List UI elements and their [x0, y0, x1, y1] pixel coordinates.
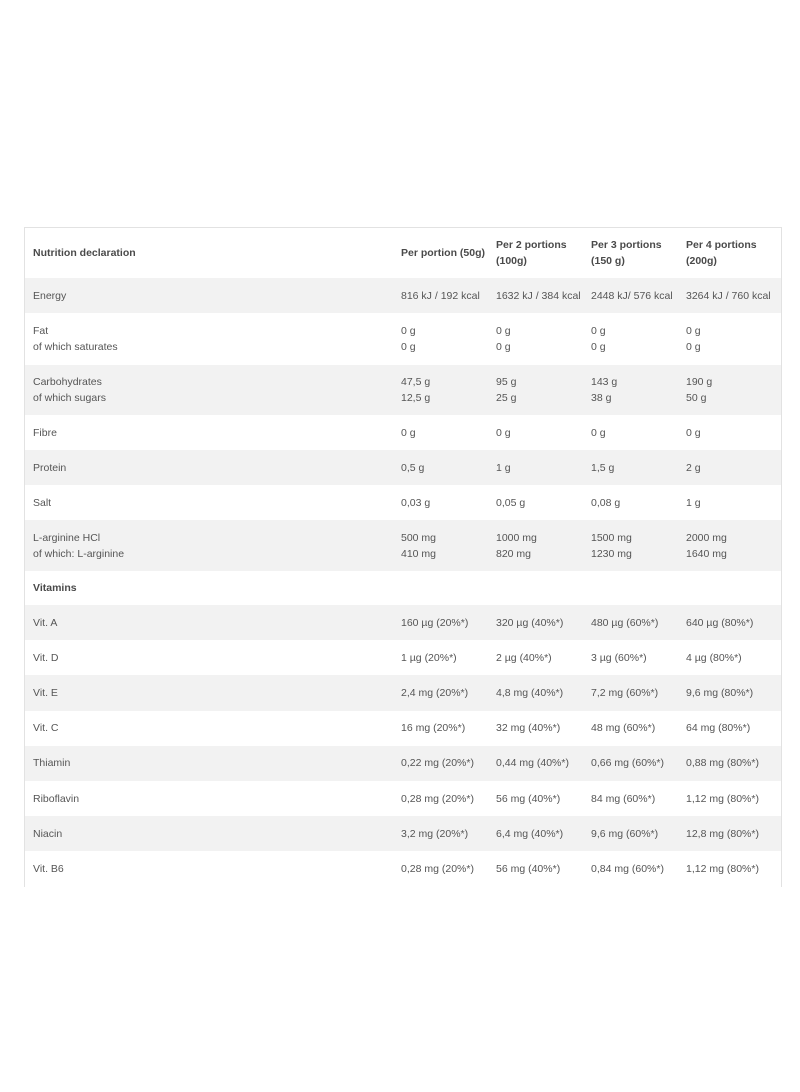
vitamin-value-cell: 1,12 mg (80%*) [686, 862, 759, 875]
value-line: 0 g [686, 325, 701, 337]
table-row [25, 365, 781, 415]
table-row [25, 485, 781, 520]
value-line: 816 kJ / 192 kcal [401, 289, 480, 302]
vitamin-value-cell: 4 µg (80%*) [686, 651, 742, 664]
vitamin-row [25, 711, 781, 746]
table-row [25, 450, 781, 485]
vitamin-value-cell: 6,4 mg (40%*) [496, 827, 564, 840]
value-cell [488, 425, 583, 441]
value-cell [583, 288, 678, 304]
vitamin-value-cell: 0,28 mg (20%*) [401, 792, 474, 805]
table-header-row [25, 228, 781, 278]
header-col-4-line-1: Per 4 portions [686, 239, 757, 251]
table-row [25, 520, 781, 571]
vitamin-rows [25, 605, 781, 887]
header-col-3 [583, 237, 678, 269]
header-col-1: Per portion (50g) [401, 247, 486, 259]
vitamin-label: Vit. A [33, 616, 58, 629]
vitamin-value-cell: 480 µg (60%*) [591, 616, 659, 629]
table-row [25, 313, 781, 365]
value-line: 0 g [591, 426, 606, 439]
value-cell [678, 288, 781, 304]
vitamin-value-cell: 1 µg (20%*) [401, 651, 457, 664]
header-col-2 [488, 237, 583, 269]
value-line: 95 g [496, 376, 517, 388]
value-line: 0 g [401, 325, 416, 337]
vitamin-value-cell: 0,88 mg (80%*) [686, 757, 759, 770]
value-line: 0,08 g [591, 496, 621, 509]
vitamin-value-cell: 0,22 mg (20%*) [401, 757, 474, 770]
nutrient-rows [25, 278, 781, 571]
table-row [25, 278, 781, 313]
value-cell [393, 460, 488, 476]
value-line: 2 g [686, 461, 701, 474]
value-line: 0 g [496, 341, 511, 353]
vitamin-value-cell: 0,84 mg (60%*) [591, 862, 664, 875]
vitamins-heading: Vitamins [33, 582, 77, 594]
value-line: 2448 kJ/ 576 kcal [591, 289, 673, 302]
vitamin-label: Thiamin [33, 757, 71, 770]
header-col-3-line-2: (150 g) [591, 255, 625, 267]
value-line: 12,5 g [401, 392, 431, 404]
row-label [25, 323, 393, 355]
vitamin-value-cell: 640 µg (80%*) [686, 616, 754, 629]
value-cell [583, 323, 678, 355]
vitamin-value-cell: 12,8 mg (80%*) [686, 827, 759, 840]
row-label-line: Protein [33, 461, 67, 474]
table-row [25, 415, 781, 450]
row-label-line: Fibre [33, 426, 57, 439]
header-col-3-line-1: Per 3 portions [591, 239, 662, 251]
value-line: 410 mg [401, 547, 437, 560]
vitamin-value-cell: 2 µg (40%*) [496, 651, 552, 664]
vitamin-value-cell: 1,12 mg (80%*) [686, 792, 759, 805]
value-line: 0,05 g [496, 496, 526, 509]
vitamin-row [25, 781, 781, 816]
value-cell [583, 530, 678, 562]
value-cell [488, 374, 583, 406]
value-line: 50 g [686, 392, 707, 404]
vitamin-value-cell: 9,6 mg (60%*) [591, 827, 659, 840]
value-line: 0 g [401, 341, 416, 353]
vitamin-value-cell: 0,44 mg (40%*) [496, 757, 569, 770]
vitamin-label: Niacin [33, 827, 63, 840]
vitamin-label: Vit. D [33, 651, 59, 664]
row-label [25, 425, 393, 441]
value-line: 0 g [591, 325, 606, 337]
value-line: 0,5 g [401, 461, 425, 474]
value-cell [393, 530, 488, 562]
value-cell [488, 460, 583, 476]
value-line: 1230 mg [591, 547, 632, 560]
value-line: 1,5 g [591, 461, 615, 474]
row-label-line: Salt [33, 496, 52, 509]
header-title: Nutrition declaration [33, 247, 136, 259]
value-cell [393, 495, 488, 511]
value-line: 25 g [496, 392, 517, 404]
vitamin-row [25, 605, 781, 640]
vitamin-label: Vit. E [33, 686, 58, 699]
value-line: 1 g [686, 496, 701, 509]
value-line: 38 g [591, 392, 612, 404]
value-line: 0 g [496, 426, 511, 439]
value-cell [678, 323, 781, 355]
vitamin-value-cell: 3 µg (60%*) [591, 651, 647, 664]
value-line: 1640 mg [686, 547, 727, 560]
row-label-line: Energy [33, 289, 67, 302]
value-cell [488, 288, 583, 304]
header-col-2-line-2: (100g) [496, 255, 527, 267]
vitamin-value-cell: 320 µg (40%*) [496, 616, 564, 629]
value-line: 0 g [686, 426, 701, 439]
row-label-line: of which: L-arginine [33, 547, 125, 560]
row-label [25, 530, 393, 562]
vitamin-label: Vit. B6 [33, 862, 64, 875]
header-col-4 [678, 237, 781, 269]
vitamin-value-cell: 16 mg (20%*) [401, 722, 466, 735]
value-line: 2000 mg [686, 531, 727, 544]
header-col-4-line-2: (200g) [686, 255, 717, 267]
vitamin-value-cell: 160 µg (20%*) [401, 616, 469, 629]
value-cell [393, 323, 488, 355]
value-cell [678, 374, 781, 406]
vitamin-value-cell: 64 mg (80%*) [686, 722, 751, 735]
vitamin-value-cell: 0,66 mg (60%*) [591, 757, 664, 770]
vitamin-value-cell: 4,8 mg (40%*) [496, 686, 564, 699]
vitamin-label: Riboflavin [33, 792, 80, 805]
value-line: 3264 kJ / 760 kcal [686, 289, 771, 302]
vitamin-row [25, 816, 781, 851]
vitamin-value-cell: 0,28 mg (20%*) [401, 862, 474, 875]
value-line: 190 g [686, 376, 713, 388]
row-label-line: Carbohydrates [33, 376, 102, 388]
vitamin-label: Vit. C [33, 722, 59, 735]
value-cell [393, 374, 488, 406]
row-label-line: Fat [33, 325, 49, 337]
value-cell [678, 495, 781, 511]
value-cell [583, 374, 678, 406]
value-line: 47,5 g [401, 376, 431, 388]
value-line: 0 g [686, 341, 701, 353]
vitamin-value-cell: 84 mg (60%*) [591, 792, 656, 805]
header-col-2-line-1: Per 2 portions [496, 239, 567, 251]
value-cell [583, 460, 678, 476]
value-cell [393, 288, 488, 304]
value-line: 500 mg [401, 531, 437, 544]
row-label [25, 374, 393, 406]
value-line: 0,03 g [401, 496, 431, 509]
value-line: 1500 mg [591, 531, 632, 544]
value-line: 143 g [591, 376, 618, 388]
vitamin-row [25, 746, 781, 781]
value-line: 1632 kJ / 384 kcal [496, 289, 581, 302]
value-cell [583, 425, 678, 441]
vitamin-value-cell: 2,4 mg (20%*) [401, 686, 469, 699]
vitamin-row [25, 851, 781, 886]
vitamin-row [25, 675, 781, 710]
value-line: 0 g [591, 341, 606, 353]
value-line: 820 mg [496, 547, 532, 560]
vitamin-value-cell: 56 mg (40%*) [496, 792, 561, 805]
row-label [25, 288, 393, 304]
value-line: 0 g [496, 325, 511, 337]
vitamin-value-cell: 7,2 mg (60%*) [591, 686, 659, 699]
vitamin-value-cell: 9,6 mg (80%*) [686, 686, 754, 699]
value-cell [393, 425, 488, 441]
value-line: 1000 mg [496, 531, 537, 544]
value-cell [678, 530, 781, 562]
value-cell [488, 323, 583, 355]
row-label [25, 460, 393, 476]
vitamin-value-cell: 3,2 mg (20%*) [401, 827, 469, 840]
value-line: 0 g [401, 426, 416, 439]
value-cell [488, 495, 583, 511]
value-cell [678, 425, 781, 441]
row-label-line: of which saturates [33, 341, 118, 353]
vitamin-value-cell: 48 mg (60%*) [591, 722, 656, 735]
value-line: 1 g [496, 461, 511, 474]
vitamin-value-cell: 56 mg (40%*) [496, 862, 561, 875]
value-cell [583, 495, 678, 511]
value-cell [678, 460, 781, 476]
row-label [25, 495, 393, 511]
vitamin-row [25, 640, 781, 675]
vitamins-heading-row [25, 571, 781, 605]
value-cell [488, 530, 583, 562]
vitamin-value-cell: 32 mg (40%*) [496, 722, 561, 735]
row-label-line: L-arginine HCl [33, 531, 101, 544]
nutrition-table [24, 227, 782, 887]
row-label-line: of which sugars [33, 392, 106, 404]
